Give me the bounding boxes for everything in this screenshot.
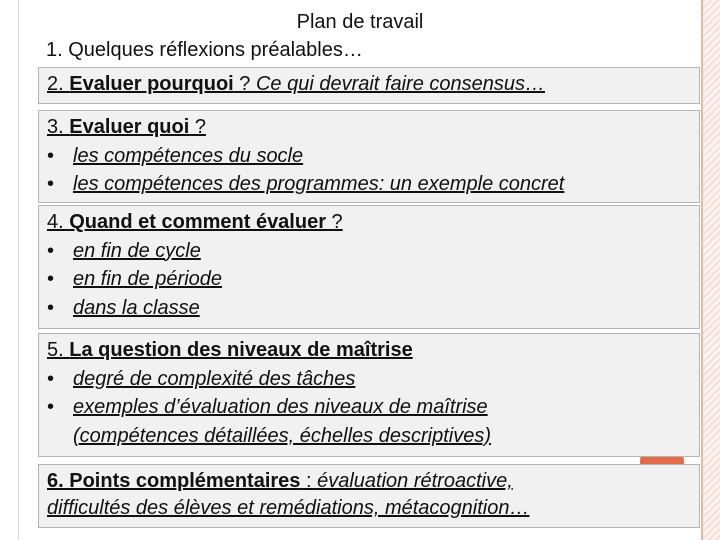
bullet-icon: • (47, 296, 55, 319)
bullet-icon: • (47, 144, 55, 167)
item-3-sep: ? (189, 116, 206, 138)
bullet-icon: • (47, 268, 55, 290)
frame-left-line (18, 0, 19, 540)
item-2-box (38, 67, 700, 104)
item-2-number: 2. (47, 73, 70, 95)
item-5-bullet-2: exemples d’évaluation des niveaux de maîtrise (73, 396, 488, 418)
item-6-line-1 (47, 468, 699, 495)
list-item (47, 265, 699, 294)
bullet-icon: • (47, 396, 55, 418)
item-4-heading (47, 208, 699, 237)
list-item (47, 365, 699, 394)
item-4-bullet-2: en fin de période (73, 268, 223, 290)
item-6-rest-1: évaluation rétroactive, (317, 470, 513, 492)
item-2-line (47, 70, 699, 99)
item-2-sep: ? (233, 73, 256, 95)
item-5-bullet-1: degré de complexité des tâches (73, 367, 356, 390)
item-3-heading (47, 113, 699, 142)
item-5-continuation: (compétences détaillées, échelles descriptives) (73, 424, 491, 447)
item-2-rest: Ce qui devrait faire consensus… (255, 73, 546, 95)
item-5-heading (47, 336, 699, 365)
item-4-bullet-1: en fin de cycle (73, 239, 201, 262)
list-item (47, 294, 699, 323)
item-1: 1. Quelques réflexions préalables… (46, 39, 363, 61)
list-item (47, 393, 699, 422)
item-3-label: Evaluer quoi (69, 116, 190, 138)
item-4-sep: ? (326, 211, 343, 233)
item-4-box (38, 205, 700, 329)
item-4-number: 4. (47, 211, 70, 233)
page-title: Plan de travail (296, 11, 424, 33)
item-2-label: Evaluer pourquoi (69, 73, 234, 95)
item-6-label: 6. Points complémentaires (47, 470, 301, 492)
item-6-sep: : (300, 470, 318, 492)
item-3-bullet-1: les compétences du socle (73, 144, 304, 167)
item-4-bullet-3: dans la classe (73, 296, 200, 319)
bullet-icon: • (47, 367, 55, 390)
bullet-icon: • (47, 239, 55, 262)
item-6-line-2 (47, 495, 699, 522)
frame-hatched-strip (703, 0, 720, 540)
bullet-icon: • (47, 173, 55, 195)
item-5-label: La question des niveaux de maîtrise (69, 339, 413, 361)
list-item (47, 170, 699, 199)
item-5-number: 5. (47, 339, 70, 361)
item-4-label: Quand et comment évaluer (69, 211, 326, 233)
list-item-continuation (47, 422, 699, 451)
list-item (47, 237, 699, 266)
item-5-box (38, 333, 700, 457)
item-3-bullet-2: les compétences des programmes: un exemple concret (73, 173, 565, 195)
item-6-box (38, 464, 700, 528)
item-3-number: 3. (47, 116, 70, 138)
item-6-rest-2: difficultés des élèves et remédiations, métacognition… (47, 497, 530, 519)
item-3-box (38, 110, 700, 203)
list-item (47, 142, 699, 171)
